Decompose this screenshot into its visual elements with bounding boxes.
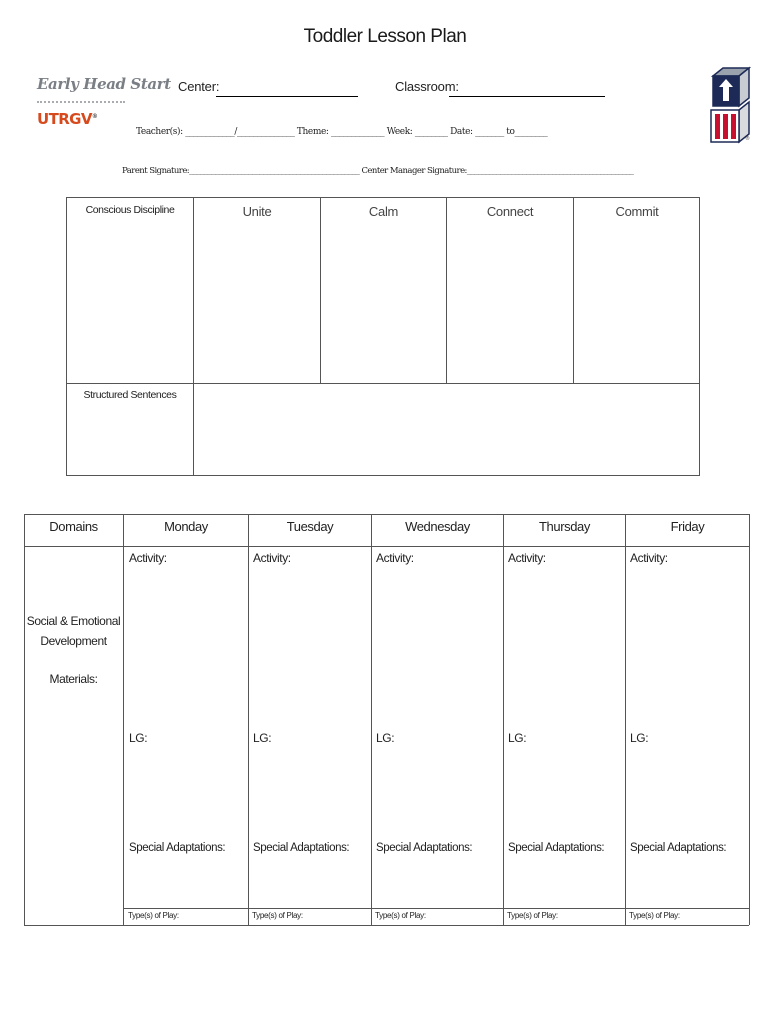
monday-adaptations-label: Special Adaptations:: [129, 842, 226, 854]
utrgv-logo: [37, 110, 97, 128]
wednesday-activity-label: Activity:: [376, 551, 414, 565]
thursday-play-label: Type(s) of Play:: [507, 911, 558, 920]
monday-lg-label: LG:: [129, 731, 148, 745]
tuesday-play-label: Type(s) of Play:: [252, 911, 303, 920]
commit-column-header: Commit: [615, 204, 659, 219]
friday-lg-label: LG:: [630, 731, 649, 745]
monday-plan-cell[interactable]: [124, 569, 247, 907]
conscious-discipline-table: [66, 197, 700, 476]
thursday-adaptations-label: Special Adaptations:: [508, 842, 605, 854]
weekly-plan-table: [24, 514, 749, 926]
wednesday-adaptations-label: Special Adaptations:: [376, 842, 473, 854]
registered-mark: ®: [91, 113, 98, 120]
utrgv-logo-text: UTRGV: [37, 110, 92, 128]
friday-plan-cell[interactable]: [626, 569, 748, 907]
wednesday-play-label: Type(s) of Play:: [375, 911, 426, 920]
tuesday-activity-label: Activity:: [253, 551, 291, 565]
friday-activity-label: Activity:: [630, 551, 668, 565]
monday-activity-label: Activity:: [129, 551, 167, 565]
domain-name: Social & Emotional Development: [26, 614, 121, 648]
wednesday-lg-label: LG:: [376, 731, 395, 745]
domains-header: Domains: [49, 519, 98, 534]
friday-header: Friday: [670, 519, 705, 534]
unite-column-header: Unite: [242, 204, 272, 219]
friday-play-label: Type(s) of Play:: [629, 911, 680, 920]
thursday-header: Thursday: [539, 519, 590, 534]
wednesday-header: Wednesday: [405, 519, 470, 534]
page-title: Toddler Lesson Plan: [303, 26, 467, 47]
calm-column-header: Calm: [368, 204, 399, 219]
tuesday-plan-cell[interactable]: [249, 569, 370, 907]
classroom-field[interactable]: [449, 80, 605, 97]
tuesday-adaptations-label: Special Adaptations:: [253, 842, 350, 854]
signature-row[interactable]: Parent Signature:______________________________________________ Center Manager Signature:_____________________________________________: [122, 166, 634, 176]
wednesday-plan-cell[interactable]: [372, 569, 502, 907]
commit-cell[interactable]: [574, 209, 699, 381]
monday-play-label: Type(s) of Play:: [128, 911, 179, 920]
materials-label: Materials:: [49, 672, 98, 686]
connect-cell[interactable]: [447, 209, 572, 381]
alphabet-blocks-icon: [705, 66, 751, 144]
center-field[interactable]: [216, 80, 358, 97]
friday-adaptations-label: Special Adaptations:: [630, 842, 727, 854]
monday-header: Monday: [164, 519, 208, 534]
classroom-label: Classroom:: [395, 79, 459, 94]
early-head-start-logo: Early Head Start: [37, 75, 171, 93]
conscious-discipline-label: Conscious Discipline: [85, 204, 175, 216]
svg-text:®: ®: [745, 136, 750, 142]
logo-divider: [37, 101, 125, 103]
structured-sentences-cell[interactable]: [194, 385, 699, 474]
connect-column-header: Connect: [486, 204, 534, 219]
thursday-lg-label: LG:: [508, 731, 527, 745]
calm-cell[interactable]: [321, 209, 445, 381]
tuesday-header: Tuesday: [286, 519, 334, 534]
structured-sentences-label: Structured Sentences: [83, 389, 177, 401]
center-label: Center:: [178, 79, 220, 94]
thursday-activity-label: Activity:: [508, 551, 546, 565]
unite-cell[interactable]: [194, 209, 319, 381]
thursday-plan-cell[interactable]: [504, 569, 624, 907]
tuesday-lg-label: LG:: [253, 731, 272, 745]
teachers-theme-date-row[interactable]: Teacher(s): ____________/______________ Theme: _____________ Week: ________ Date: _______ to________: [136, 127, 548, 137]
